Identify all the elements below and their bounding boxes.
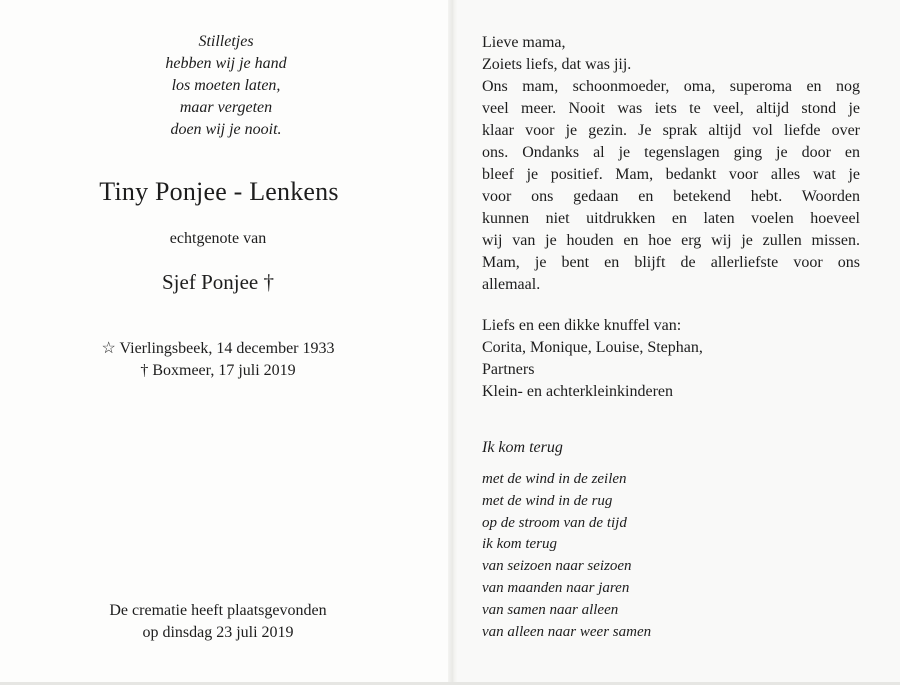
letter-line: Mam, je bent en blijft de allerliefste voor ons <box>482 254 860 271</box>
poem-line: met de wind in de zeilen <box>482 471 627 487</box>
poem-line: op de stroom van de tijd <box>482 514 627 531</box>
letter-line: veel meer. Nooit was iets te veel, altijd stond je <box>482 100 860 117</box>
closing-poem-title: Ik kom terug <box>482 439 563 456</box>
poem-line: van alleen naar weer samen <box>482 623 652 640</box>
spouse-name: Sjef Ponjee † <box>162 270 274 294</box>
letter-line: Zoiets liefs, dat was jij. <box>482 56 632 73</box>
letter-line: klaar voor je gezin. Je sprak altijd vol liefde over <box>482 122 860 139</box>
signature-line: Partners <box>482 361 535 378</box>
poem-line: maar vergeten <box>179 99 273 116</box>
letter-line: bleef je positief. Mam, bedankt voor alles wat je <box>482 166 860 183</box>
poem-line: hebben wij je hand <box>165 55 287 72</box>
letter-line: kunnen niet uitdrukken en laten voelen hoeveel <box>482 210 860 227</box>
poem-line: Stilletjes <box>198 33 254 50</box>
birth-date: ☆ Vierlingsbeek, 14 december 1933 <box>101 340 335 357</box>
cremation-line: De crematie heeft plaatsgevonden <box>109 602 327 619</box>
signature-block <box>482 315 860 403</box>
poem-line: ik kom terug <box>482 536 557 553</box>
opening-poem <box>0 31 452 141</box>
poem-line: met de wind in de rug <box>482 492 613 509</box>
letter-greeting: Lieve mama, <box>482 34 566 51</box>
letter-line: voor ons gedaan en betekend hebt. Woorden <box>482 188 860 205</box>
signature-line: Corita, Monique, Louise, Stephan, <box>482 339 703 356</box>
poem-line: van samen naar alleen <box>482 601 619 618</box>
relation-label: echtgenote van <box>169 230 267 247</box>
closing-poem <box>482 469 651 643</box>
letter-line: ons. Ondanks al je tegenslagen ging je door en <box>482 144 860 161</box>
poem-line: los moeten laten, <box>171 77 281 94</box>
cremation-line: op dinsdag 23 juli 2019 <box>142 624 294 641</box>
poem-line: van maanden naar jaren <box>482 579 630 596</box>
farewell-letter <box>482 32 860 296</box>
deceased-name: Tiny Ponjee - Lenkens <box>99 177 339 206</box>
life-dates <box>0 338 436 382</box>
letter-line: allemaal. <box>482 276 541 293</box>
poem-line: doen wij je nooit. <box>170 121 282 138</box>
cremation-notice <box>0 600 436 644</box>
poem-line: van seizoen naar seizoen <box>482 558 632 575</box>
death-date: † Boxmeer, 17 juli 2019 <box>140 362 296 379</box>
signature-line: Klein- en achterkleinkinderen <box>482 383 674 400</box>
letter-line: Ons mam, schoonmoeder, oma, superoma en nog <box>482 78 860 95</box>
letter-line: wij van je houden en hoe erg wij je zullen missen. <box>482 232 860 249</box>
signature-line: Liefs en een dikke knuffel van: <box>482 317 682 334</box>
